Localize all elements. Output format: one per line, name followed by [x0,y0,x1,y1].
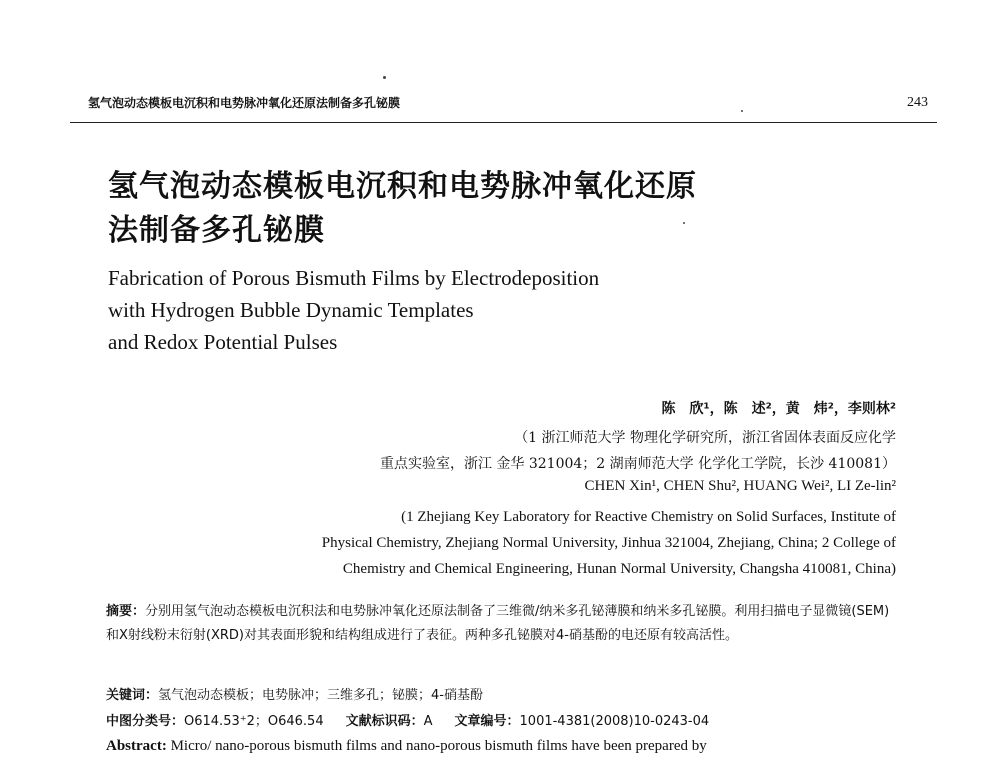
article-number-value: 1001-4381(2008)10-0243-04 [519,714,710,729]
title-english-line-3: and Redox Potential Pulses [108,330,338,354]
scan-speck [741,110,743,112]
title-chinese-line-2: 法制备多孔铋膜 [108,213,325,248]
classification-line [106,710,902,729]
clc-label: 中图分类号： [106,714,185,729]
title-english-line-1: Fabrication of Porous Bismuth Films by Electrodeposition [108,266,600,290]
keywords [106,684,902,703]
doc-code-label: 文献标识码： [345,714,424,729]
abstract-chinese-label: 摘要： [106,604,146,619]
abstract-english [106,738,906,755]
abstract-english-text: Micro/ nano-porous bismuth films and nano-porous bismuth films have been prepared by [166,738,707,754]
keywords-label: 关键词： [106,688,159,703]
authors-english: CHEN Xin¹, CHEN Shu², HUANG Wei², LI Ze-lin² [584,478,896,494]
scan-speck [383,76,386,79]
header-rule [70,122,937,123]
abstract-chinese-text: 分别用氢气泡动态模板电沉积法和电势脉冲氧化还原法制备了三维微/纳米多孔铋薄膜和纳米多孔铋膜。利用扫描电子显微镜(SEM)和X射线粉末衍射(XRD)对其表面形貌和结构组成进行了表征。两种多孔铋膜对4-硝基酚的电还原有较高活性。 [106,604,890,643]
affiliation-english-line-2: Physical Chemistry, Zhejiang Normal University, Jinhua 321004, Zhejiang, China; 2 College of [321,535,896,551]
page-number: 243 [907,95,928,110]
affiliation-chinese-line-2: 重点实验室，浙江 金华 321004；2 湖南师范大学 化学化工学院，长沙 410081） [379,456,896,472]
clc-value: O614.53⁺2；O646.54 [184,714,324,729]
title-english [108,262,868,358]
affiliation-english-line-3: Chemistry and Chemical Engineering, Hunan Normal University, Changsha 410081, China) [342,561,896,577]
doc-code-value: A [423,714,433,729]
authors-chinese: 陈 欣¹，陈 述²，黄 炜²，李则林² [661,401,896,417]
title-chinese-line-1: 氢气泡动态模板电沉积和电势脉冲氧化还原 [108,169,697,204]
affiliation-english [116,504,896,582]
affiliation-chinese [196,425,896,477]
affiliation-english-line-1: (1 Zhejiang Key Laboratory for Reactive Chemistry on Solid Surfaces, Institute of [401,509,896,525]
keywords-text: 氢气泡动态模板；电势脉冲；三维多孔；铋膜；4-硝基酚 [158,688,483,703]
title-english-line-2: with Hydrogen Bubble Dynamic Templates [108,298,474,322]
abstract-english-label: Abstract: [106,738,167,754]
running-head-title: 氢气泡动态模板电沉积和电势脉冲氧化还原法制备多孔铋膜 [88,96,401,110]
title-chinese [108,165,868,253]
affiliation-chinese-line-1: （1 浙江师范大学 物理化学研究所，浙江省固体表面反应化学 [514,430,896,446]
abstract-chinese [106,600,902,648]
article-number-label: 文章编号： [454,714,520,729]
